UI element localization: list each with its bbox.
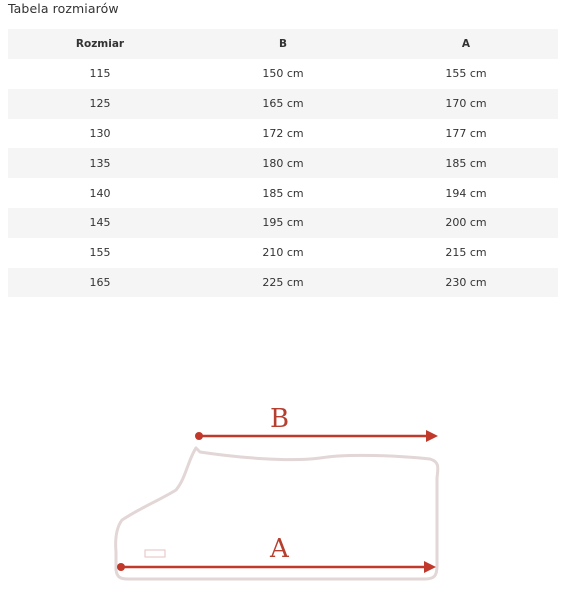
cell-b: 185 cm: [262, 186, 304, 200]
table-row: [8, 208, 558, 238]
cell-a: 155 cm: [445, 67, 487, 81]
label-a: A: [270, 534, 289, 564]
table-row: [8, 238, 558, 268]
cell-b: 225 cm: [262, 275, 304, 289]
header-rozmiar: Rozmiar: [75, 38, 125, 50]
cell-a: 170 cm: [445, 97, 487, 111]
cell-a: 200 cm: [445, 216, 487, 230]
cell-b: 210 cm: [262, 246, 304, 260]
table-row: [8, 268, 558, 298]
label-b: B: [270, 404, 290, 434]
cell-b: 165 cm: [262, 97, 304, 111]
table-row: [8, 119, 558, 149]
cell-a: 215 cm: [445, 246, 487, 260]
cell-b: 180 cm: [262, 156, 304, 170]
cell-a: 177 cm: [445, 126, 487, 140]
cell-b: 172 cm: [262, 126, 304, 140]
cell-size: 145: [89, 216, 111, 230]
page-title: Tabela rozmiarów: [8, 1, 119, 16]
cell-size: 125: [89, 97, 111, 111]
table-row: [8, 178, 558, 208]
table-header-row: [8, 29, 558, 59]
cell-size: 135: [89, 156, 111, 170]
cell-size: 130: [89, 126, 111, 140]
cell-a: 185 cm: [445, 156, 487, 170]
rug-tag-icon: [145, 550, 165, 557]
cell-size: 165: [89, 275, 111, 289]
cell-a: 194 cm: [445, 186, 487, 200]
cell-b: 150 cm: [262, 67, 304, 81]
table-row: [8, 89, 558, 119]
header-b: B: [278, 38, 287, 50]
size-table: [8, 29, 558, 297]
table-row: [8, 59, 558, 89]
header-a: A: [461, 38, 471, 50]
cell-size: 140: [89, 186, 111, 200]
cell-size: 115: [89, 67, 111, 81]
cell-size: 155: [89, 246, 111, 260]
table-row: [8, 148, 558, 178]
cell-b: 195 cm: [262, 216, 304, 230]
arrow-b: [195, 430, 438, 442]
cell-a: 230 cm: [445, 275, 487, 289]
rug-measurement-diagram: [0, 380, 567, 594]
